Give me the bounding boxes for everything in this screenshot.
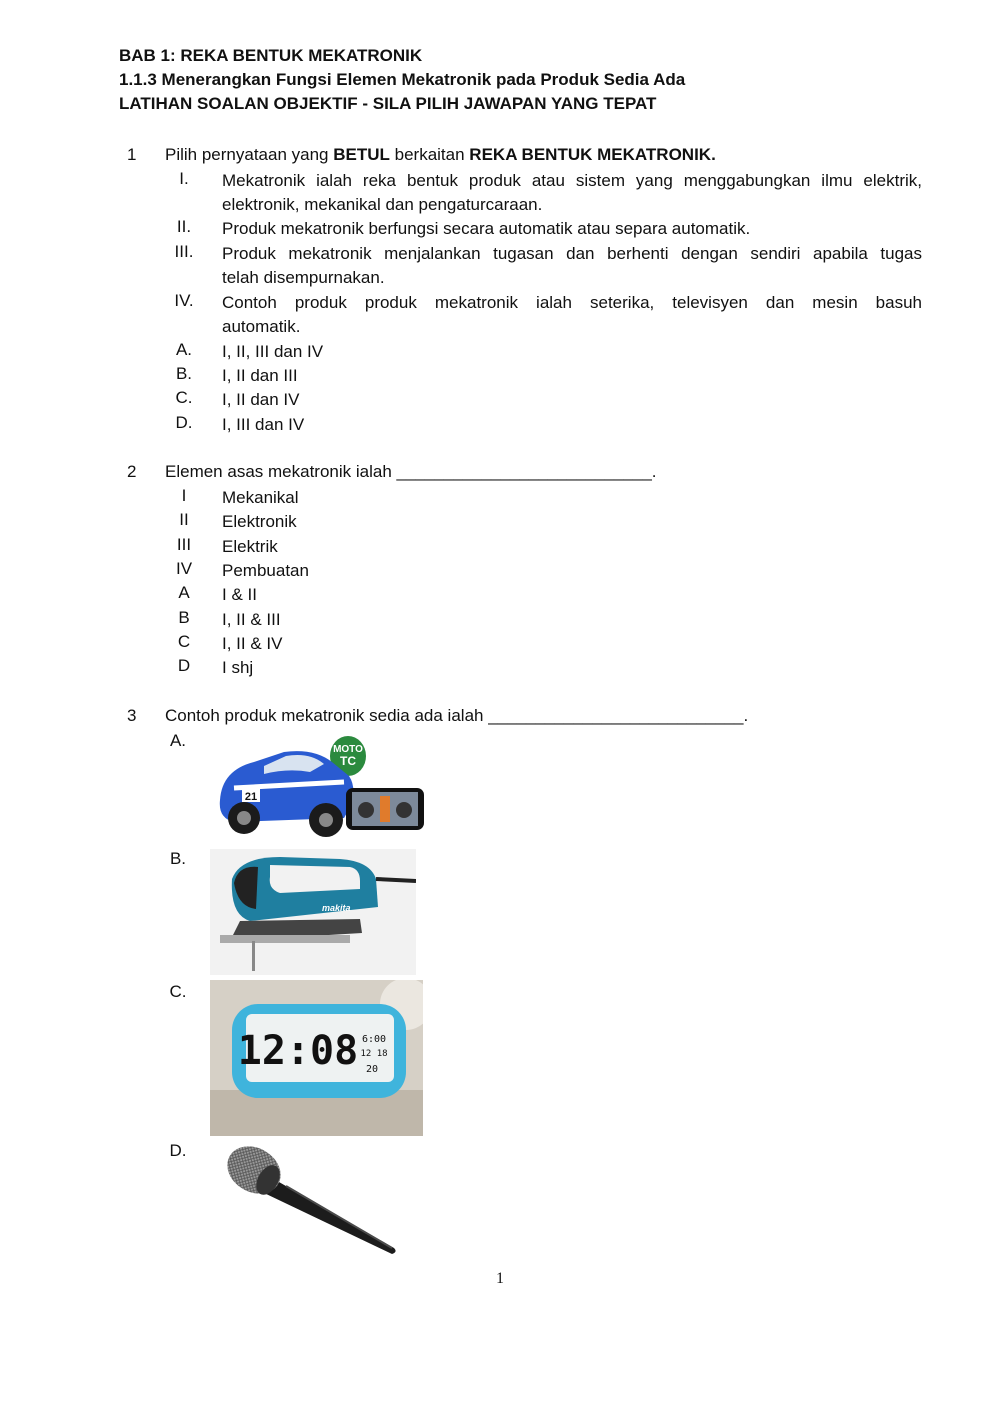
q1-statement: Mekatronik ialah reka bentuk produk atau sistem yang menggabungkan ilmu elektrik, elektronik, mekanikal dan pengaturcaraan. — [222, 171, 922, 214]
q1-option-mark[interactable]: D. — [175, 413, 193, 432]
q3-option-mark[interactable]: D. — [169, 1141, 187, 1160]
q3-option-mark[interactable]: B. — [169, 849, 187, 868]
q1-number: 1 — [127, 145, 137, 164]
q1-stem: Pilih pernyataan yang BETUL berkaitan REKA BENTUK MEKATRONIK. — [165, 145, 716, 164]
rc-car-icon — [214, 730, 426, 842]
chapter-title: BAB 1: REKA BENTUK MEKATRONIK — [119, 46, 423, 65]
q1-option-a[interactable]: I, II, III dan IV — [222, 342, 324, 361]
alarm-clock-icon — [210, 980, 423, 1136]
q1-statement-mark: I. — [179, 169, 189, 188]
instruction-title: LATIHAN SOALAN OBJEKTIF - SILA PILIH JAWAPAN YANG TEPAT — [119, 94, 657, 113]
car-number: 21 — [244, 791, 258, 803]
q3-option-d-image[interactable] — [224, 1140, 400, 1256]
clock-temp: 20 — [365, 1064, 379, 1075]
jigsaw-icon — [210, 849, 416, 975]
q1-statement: Produk mekatronik berfungsi secara automatik atau separa automatik. — [222, 219, 751, 238]
q2-option-mark[interactable]: A — [178, 583, 190, 602]
q2-item-mark: III — [176, 535, 192, 554]
page-number: 1 — [496, 1270, 504, 1287]
q2-option-c[interactable]: I, II & IV — [222, 634, 283, 653]
svg-text:TC: TC — [340, 754, 356, 768]
q1-statement-mark: II. — [176, 217, 192, 236]
q3-option-c-image[interactable] — [210, 980, 423, 1136]
q3-stem: Contoh produk mekatronik sedia ada ialah ___________________________. — [165, 706, 749, 725]
q2-option-b[interactable]: I, II & III — [222, 610, 281, 629]
q1-option-b[interactable]: I, II dan III — [222, 366, 298, 385]
topic-title: 1.1.3 Menerangkan Fungsi Elemen Mekatronik pada Produk Sedia Ada — [119, 70, 686, 89]
q3-option-a-image[interactable] — [214, 730, 426, 842]
clock-time: 12:08 — [237, 1028, 359, 1074]
q2-stem: Elemen asas mekatronik ialah ___________________________. — [165, 462, 657, 481]
q1-option-d[interactable]: I, III dan IV — [222, 415, 305, 434]
q2-option-d[interactable]: I shj — [222, 658, 254, 677]
q2-item: Mekanikal — [222, 488, 299, 507]
q1-statement: Produk mekatronik menjalankan tugasan dan berhenti dengan sendiri apabila tugas telah disempurnakan. — [222, 244, 922, 287]
q1-option-mark[interactable]: A. — [175, 340, 193, 359]
q1-statement-mark: IV. — [174, 291, 194, 310]
microphone-icon — [224, 1140, 400, 1256]
q2-item-mark: I — [181, 486, 187, 505]
clock-date: 12 18 — [360, 1049, 388, 1059]
q1-option-mark[interactable]: C. — [175, 388, 193, 407]
q2-item-mark: IV — [175, 559, 193, 578]
brand-text: makita — [322, 903, 351, 913]
q2-option-a[interactable]: I & II — [222, 585, 257, 604]
q2-item-mark: II — [179, 510, 189, 529]
q2-option-mark[interactable]: C — [177, 632, 191, 651]
clock-alarm: 6:00 — [361, 1034, 387, 1045]
q2-item: Elektronik — [222, 512, 297, 531]
q2-option-mark[interactable]: D — [177, 656, 191, 675]
q2-option-mark[interactable]: B — [178, 608, 190, 627]
q1-statement: Contoh produk produk mekatronik ialah seterika, televisyen dan mesin basuh automatik. — [222, 293, 922, 336]
q3-option-mark[interactable]: A. — [169, 731, 187, 750]
q1-option-mark[interactable]: B. — [175, 364, 193, 383]
q3-option-b-image[interactable] — [210, 849, 416, 975]
svg-text:MOTO: MOTO — [333, 744, 363, 755]
q3-option-mark[interactable]: C. — [169, 982, 187, 1001]
q2-item: Pembuatan — [222, 561, 309, 580]
q1-statement-mark: III. — [174, 242, 194, 261]
q1-option-c[interactable]: I, II dan IV — [222, 390, 300, 409]
q2-item: Elektrik — [222, 537, 278, 556]
q2-number: 2 — [127, 462, 137, 481]
q3-number: 3 — [127, 706, 137, 725]
